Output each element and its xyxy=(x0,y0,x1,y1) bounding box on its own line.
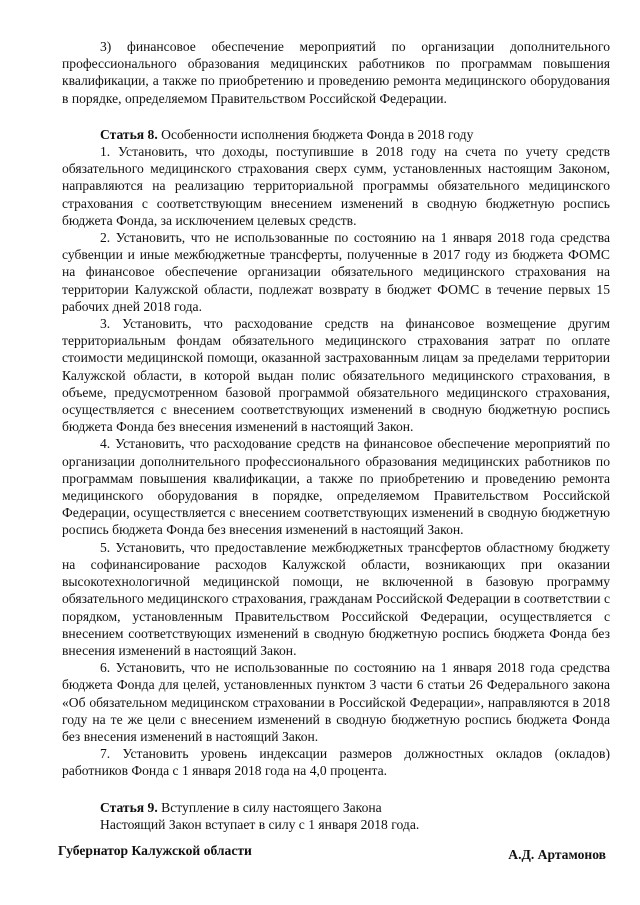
article-8-para-1: 1. Установить, что доходы, поступившие в 2018 году на счета по учету средств обязательного медицинского страхования сверх сумм, установленных настоящим Законом, направляются на реализацию территориальной программы обязательного медицинского страхования с соответствующим внесением изменений в сводную бюджетную роспись бюджета Фонда, за исключением целевых средств. xyxy=(62,144,610,228)
article-8-para-4: 4. Установить, что расходование средств на финансовое обеспечение мероприятий по организации дополнительного профессионального образования медицинских работников по программам повышения квалификации, а также по приобретению и проведению ремонта медицинского оборудования в порядке, определяемом Правительством Российской Федерации, осуществляется с внесением соответствующих изменений в сводную бюджетную роспись бюджета Фонда без внесения изменений в настоящий Закон. xyxy=(62,436,610,538)
article-8-para-7: 7. Установить уровень индексации размеров должностных окладов (окладов) работников Фонда с 1 января 2018 года на 4,0 процента. xyxy=(62,746,610,779)
article-8-para-3: 3. Установить, что расходование средств на финансовое возмещение другим территориальным фондам обязательного медицинского страхования затрат по оплате стоимости медицинской помощи, оказанной застрахованным лицам за пределами территории Калужской области, в которой выдан полис обязательного медицинского страхования, в объеме, предусмотренном базовой программой обязательного медицинского страхования, осуществляется с внесением соответствующих изменений в сводную бюджетную роспись бюджета Фонда без внесения изменений в настоящий Закон. xyxy=(62,316,610,435)
article-9-heading xyxy=(62,799,610,816)
article-8-title: Особенности исполнения бюджета Фонда в 2018 году xyxy=(161,126,474,142)
article-9-label: Статья 9. xyxy=(100,799,158,815)
article-8-para-2: 2. Установить, что не использованные по состоянию на 1 января 2018 года средства субвенции и иные межбюджетные трансферты, полученные в 2017 году из бюджета ФОМС на финансовое обеспечение организации обязательного медицинского страхования на территории Калужской области, подлежат возврату в бюджет ФОМС в течение первых 15 рабочих дней 2018 года. xyxy=(62,230,610,314)
governor-title: Губернатор Калужской области xyxy=(58,843,252,858)
article-8-label: Статья 8. xyxy=(100,126,158,142)
article-8-para-5: 5. Установить, что предоставление межбюджетных трансфертов областному бюджету на софинансирование расходов Калужской области, возникающих при оказании высокотехнологичной медицинской помощи, не включенной в базовую программу обязательного медицинского страхования, гражданам Российской Федерации в соответствии с порядком, установленным Правительством Российской Федерации, осуществляется с внесением соответствующих изменений в сводную бюджетную роспись бюджета Фонда без внесения изменений в настоящий Закон. xyxy=(62,539,610,658)
document-page xyxy=(62,38,610,833)
governor-name: А.Д. Артамонов xyxy=(508,847,606,862)
article-8-heading xyxy=(62,126,610,143)
article-9-text: Настоящий Закон вступает в силу с 1 января 2018 года. xyxy=(100,816,420,832)
prev-item-3: 3) финансовое обеспечение мероприятий по организации дополнительного профессионального образования медицинских работников по программам повышения квалификации, а также по приобретению и проведению ремонта медицинского оборудования в порядке, определяемом Правительством Российской Федерации. xyxy=(62,39,610,106)
article-9-title: Вступление в силу настоящего Закона xyxy=(161,799,382,815)
article-8-para-6: 6. Установить, что не использованные по состоянию на 1 января 2018 года средства бюджета Фонда для целей, установленных пунктом 3 части 6 статьи 26 Федерального закона «Об обязательном медицинском страховании в Российской Федерации», направляются в 2018 году на те же цели с внесением изменений в сводную бюджетную роспись бюджета Фонда без внесения изменений в настоящий Закон. xyxy=(62,660,610,744)
